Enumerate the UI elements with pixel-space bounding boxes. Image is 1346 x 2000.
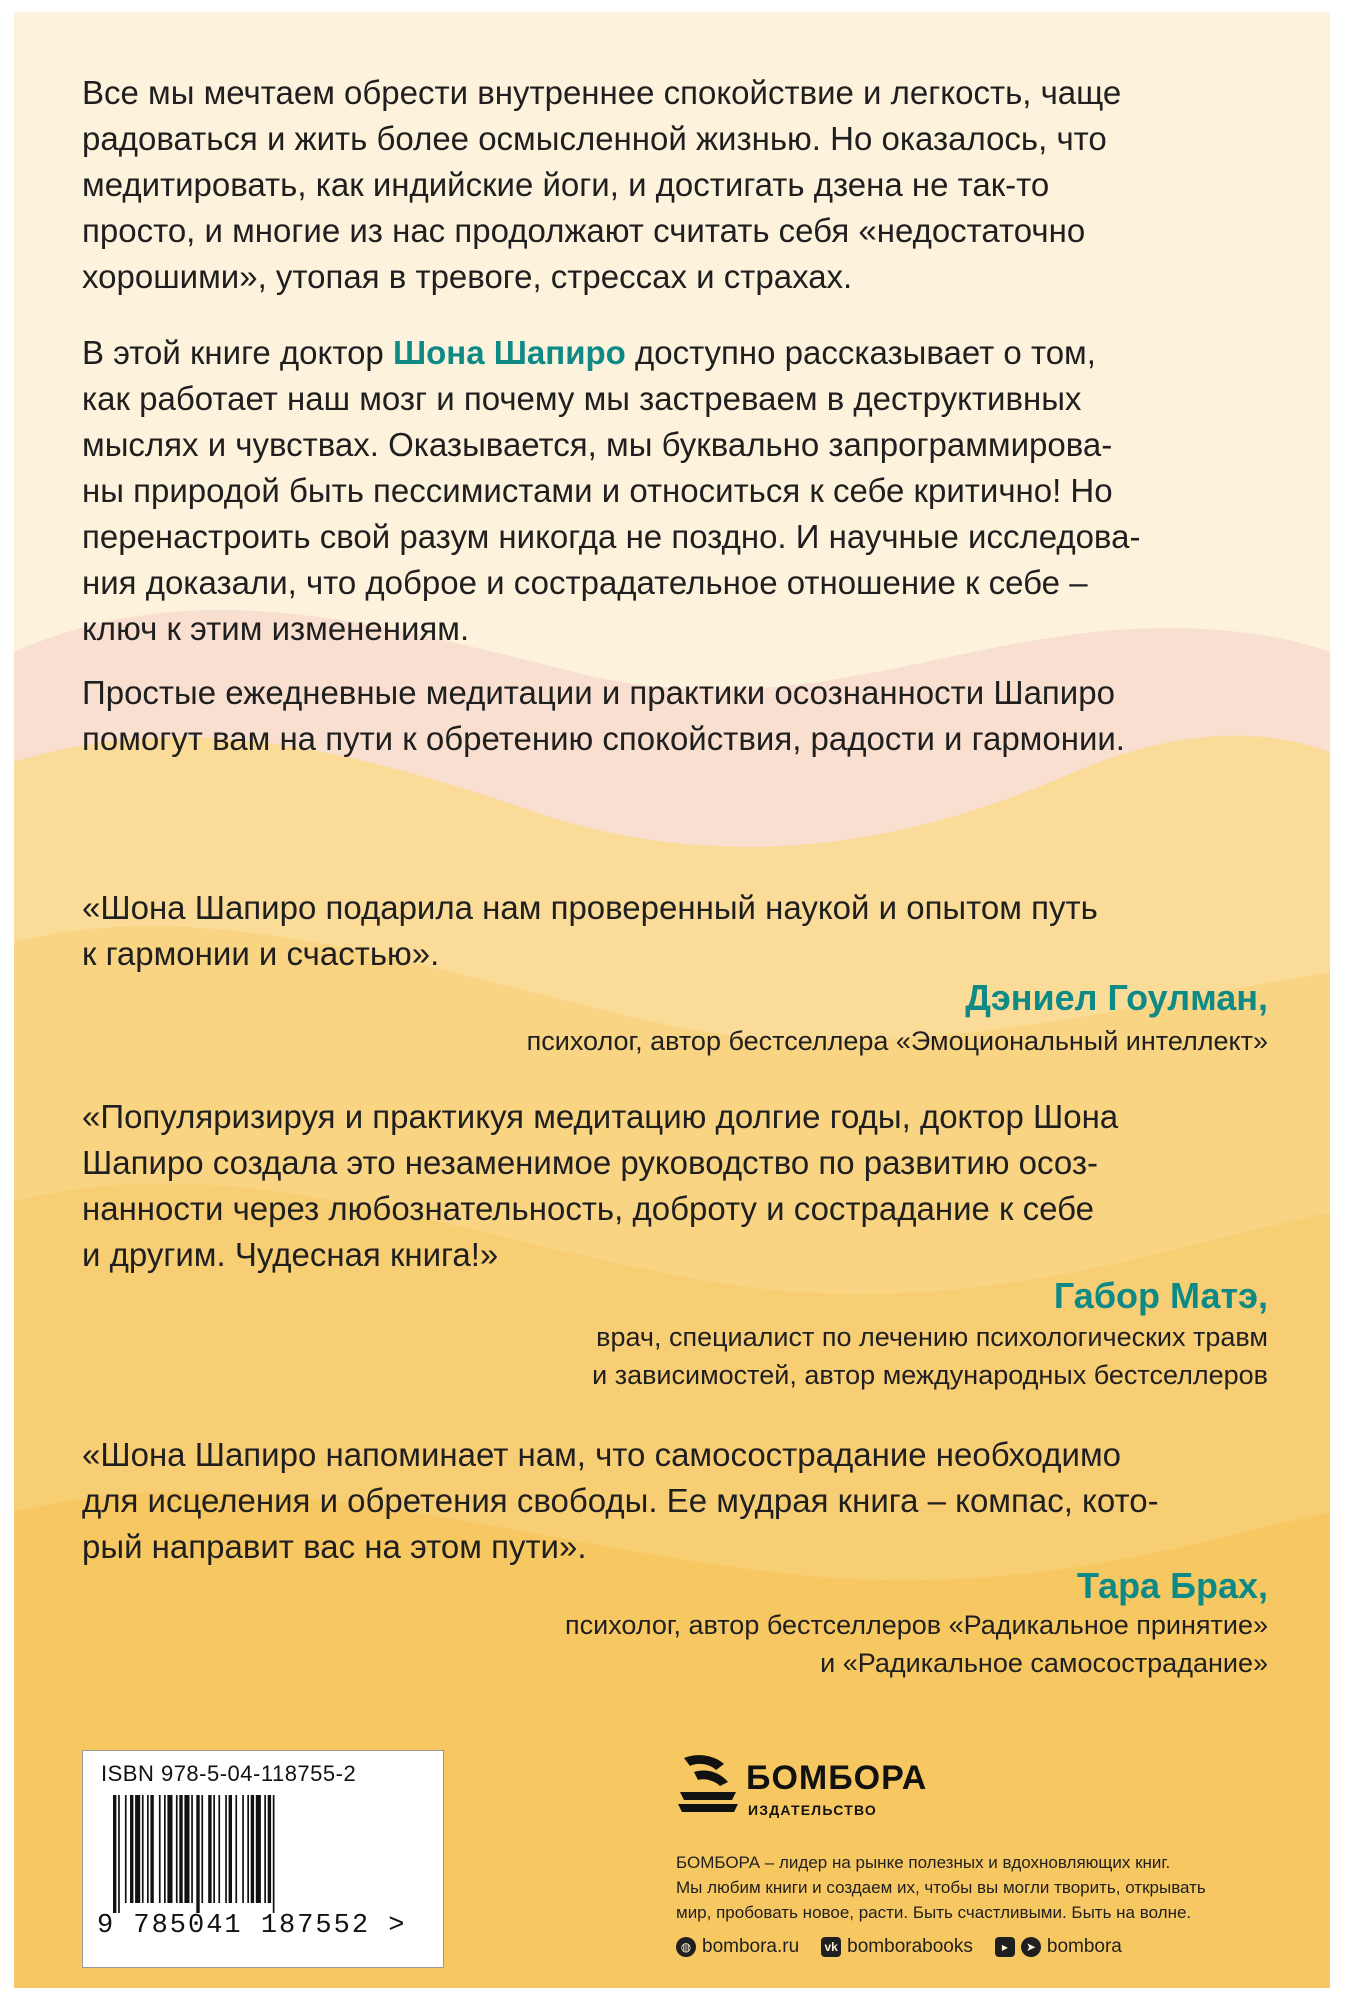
role-line: врач, специалист по лечению психологических травм — [596, 1322, 1268, 1352]
telegram-icon: ➤ — [1021, 1937, 1041, 1957]
text-line: ния доказали, что доброе и сострадательное отношение к себе – — [82, 564, 1088, 601]
app-icon: ▸ — [995, 1937, 1015, 1957]
back-cover — [14, 12, 1330, 1988]
barcode-bar — [208, 1795, 211, 1903]
barcode-bar — [235, 1795, 237, 1903]
text-line: Все мы мечтаем обрести внутреннее спокойствие и легкость, чаще — [82, 74, 1122, 111]
barcode-bar — [130, 1795, 133, 1903]
barcode-bar — [196, 1795, 199, 1913]
text-line: помогут вам на пути к обретению спокойствия, радости и гармонии. — [82, 720, 1125, 757]
publisher-name: БОМБОРА — [746, 1759, 928, 1797]
text-line: ключ к этим изменениям. — [82, 610, 470, 647]
intro-paragraph-1 — [82, 70, 1268, 300]
barcode-bar — [142, 1795, 144, 1903]
barcode-bar — [135, 1795, 140, 1903]
social-label: bomborabooks — [847, 1936, 973, 1957]
text-line: хорошими», утопая в тревоге, стрессах и страхах. — [82, 258, 853, 295]
social-link-vk[interactable] — [821, 1936, 973, 1958]
barcode-bar — [179, 1795, 182, 1903]
barcode-bar — [247, 1795, 249, 1903]
barcode-bar — [264, 1795, 266, 1903]
barcode-bar — [256, 1795, 261, 1903]
barcode-digits: 9 785041 187552 > — [97, 1911, 407, 1941]
review-quote-2 — [82, 1094, 1268, 1278]
vk-icon: vk — [821, 1937, 841, 1957]
text-line: БОМБОРА – лидер на рынке полезных и вдохновляющих книг. — [676, 1853, 1171, 1872]
barcode-bar — [184, 1795, 189, 1903]
barcode-bar — [213, 1795, 215, 1903]
isbn-label: ISBN 978-5-04-118755-2 — [101, 1761, 357, 1786]
review-author-3: Тара Брах, — [1076, 1565, 1268, 1606]
text-line: и другим. Чудесная книга!» — [82, 1236, 499, 1273]
barcode-bar — [176, 1795, 178, 1903]
barcode-bar — [242, 1795, 244, 1903]
text-line: Простые ежедневные медитации и практики осознанности Шапиро — [82, 674, 1115, 711]
role-line: психолог, автор бестселлера «Эмоциональный интеллект» — [526, 1026, 1268, 1056]
barcode-bar — [167, 1795, 172, 1903]
social-label: bombora — [1046, 1936, 1122, 1957]
review-role-3 — [565, 1606, 1268, 1682]
text-line: мир, пробовать новое, расти. Быть счастливыми. Быть на волне. — [676, 1903, 1192, 1922]
barcode-bar — [225, 1795, 227, 1903]
globe-icon: ◍ — [676, 1937, 696, 1957]
text-line: медитировать, как индийские йоги, и достигать дзена не так-то — [82, 166, 1050, 203]
role-line: и зависимостей, автор международных бестселлеров — [592, 1360, 1268, 1390]
text-line: перенастроить свой разум никогда не поздно. И научные исследова- — [82, 518, 1141, 555]
role-line: и «Радикальное самосострадание» — [820, 1648, 1268, 1678]
text-line: «Шона Шапиро напоминает нам, что самосострадание необходимо — [82, 1436, 1122, 1473]
text-line: нанности через любознательность, доброту и сострадание к себе — [82, 1190, 1095, 1227]
publisher-description — [676, 1850, 1276, 1925]
barcode-bar — [147, 1795, 149, 1903]
text-line: рый направит вас на этом пути». — [82, 1528, 587, 1565]
text-line: для исцеления и обретения свободы. Ее мудрая книга – компас, кото- — [82, 1482, 1159, 1519]
bombora-logo-icon — [676, 1750, 740, 1818]
text-segment: В этой книге доктор — [82, 334, 393, 371]
text-line: ны природой быть пессимистами и относиться к себе критично! Но — [82, 472, 1113, 509]
intro-paragraph-2 — [82, 330, 1268, 652]
social-link-telegram[interactable] — [995, 1936, 1122, 1958]
review-role-2 — [592, 1318, 1268, 1394]
barcode-bar — [201, 1795, 203, 1903]
barcode-bar — [191, 1795, 193, 1903]
social-label: bombora.ru — [702, 1936, 800, 1957]
review-author-1: Дэниел Гоулман, — [965, 977, 1268, 1018]
review-quote-3 — [82, 1432, 1268, 1570]
social-link-site[interactable] — [676, 1936, 799, 1958]
review-role-1 — [527, 1022, 1268, 1060]
barcode-bars — [113, 1795, 413, 1913]
text-segment: доступно рассказывает о том, — [625, 334, 1096, 371]
text-line: как работает наш мозг и почему мы застреваем в деструктивных — [82, 380, 1082, 417]
author-name-highlight: Шона Шапиро — [392, 334, 626, 371]
barcode-bar — [268, 1795, 271, 1903]
text-line: Мы любим книги и создаем их, чтобы вы могли творить, открывать — [676, 1878, 1206, 1897]
barcode-bar — [229, 1795, 232, 1903]
review-author-2: Габор Матэ, — [1053, 1275, 1268, 1316]
role-line: психолог, автор бестселлеров «Радикальное принятие» — [565, 1610, 1268, 1640]
social-links — [676, 1936, 1122, 1958]
barcode-bar — [113, 1795, 116, 1913]
barcode-bar — [159, 1795, 161, 1903]
text-line: «Популяризируя и практикуя медитацию долгие годы, доктор Шона — [82, 1098, 1119, 1135]
intro-paragraph-3 — [82, 670, 1268, 762]
text-line: «Шона Шапиро подарила нам проверенный наукой и опытом путь — [82, 889, 1098, 926]
text-line — [82, 330, 1268, 376]
barcode-bar — [251, 1795, 254, 1903]
barcode-bar — [164, 1795, 166, 1903]
text-line: радоваться и жить более осмысленной жизнью. Но оказалось, что — [82, 120, 1107, 157]
barcode-bar — [273, 1795, 275, 1913]
text-line: просто, и многие из нас продолжают считать себя «недостаточно — [82, 212, 1086, 249]
barcode-box — [82, 1750, 444, 1968]
review-quote-1 — [82, 885, 1268, 977]
text-line: к гармонии и счастью». — [82, 935, 440, 972]
barcode-bar — [118, 1795, 120, 1913]
publisher-subtitle: ИЗДАТЕЛЬСТВО — [748, 1802, 878, 1818]
barcode-bar — [125, 1795, 127, 1903]
text-line: мыслях и чувствах. Оказывается, мы буквально запрограммирова- — [82, 426, 1113, 463]
barcode-bar — [218, 1795, 220, 1903]
text-line: Шапиро создала это незаменимое руководство по развитию осоз- — [82, 1144, 1098, 1181]
barcode-bar — [150, 1795, 153, 1903]
